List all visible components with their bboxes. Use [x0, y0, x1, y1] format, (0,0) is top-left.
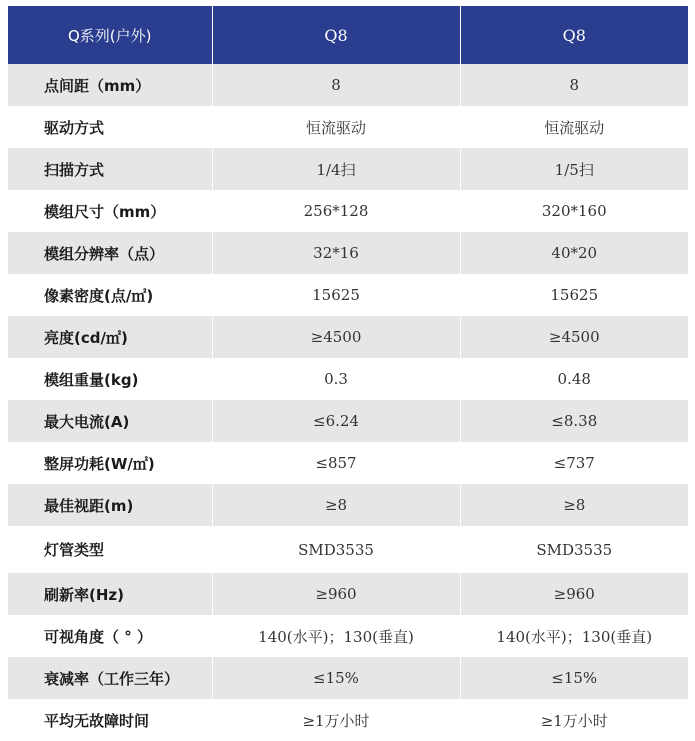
table-row: [8, 64, 688, 106]
table-row: [8, 699, 688, 741]
row-value-1: ≤15%: [212, 657, 460, 699]
row-label: 最大电流(A): [8, 400, 212, 442]
row-value-2: ≤737: [460, 442, 688, 484]
table-row: [8, 358, 688, 400]
row-value-2: 8: [460, 64, 688, 106]
row-label: 扫描方式: [8, 148, 212, 190]
row-label: 亮度(cd/㎡): [8, 316, 212, 358]
row-value-1: 0.3: [212, 358, 460, 400]
table-row: [8, 657, 688, 699]
row-label: 驱动方式: [8, 106, 212, 148]
table-row: [8, 190, 688, 232]
table-row: [8, 106, 688, 148]
row-value-1: 32*16: [212, 232, 460, 274]
row-value-2: ≤8.38: [460, 400, 688, 442]
row-value-1: SMD3535: [212, 526, 460, 573]
header-model-2: Q8: [460, 6, 688, 64]
row-value-1: ≥960: [212, 573, 460, 615]
row-label: 刷新率(Hz): [8, 573, 212, 615]
row-value-1: ≥8: [212, 484, 460, 526]
row-value-2: 140(水平)；130(垂直): [460, 615, 688, 657]
table-row: [8, 232, 688, 274]
header-row: [8, 6, 688, 64]
row-value-1: ≥1万小时: [212, 699, 460, 741]
row-value-2: ≤15%: [460, 657, 688, 699]
row-value-2: 40*20: [460, 232, 688, 274]
header-series: Q系列(户外): [8, 6, 212, 64]
row-label: 模组尺寸（mm）: [8, 190, 212, 232]
row-value-2: 15625: [460, 274, 688, 316]
row-label: 模组分辨率（点）: [8, 232, 212, 274]
row-value-1: 15625: [212, 274, 460, 316]
row-value-1: ≤857: [212, 442, 460, 484]
table-row: [8, 484, 688, 526]
row-label: 模组重量(kg): [8, 358, 212, 400]
row-label: 灯管类型: [8, 526, 212, 573]
row-label: 整屏功耗(W/㎡): [8, 442, 212, 484]
row-value-1: ≥4500: [212, 316, 460, 358]
row-value-2: ≥960: [460, 573, 688, 615]
row-value-1: 256*128: [212, 190, 460, 232]
row-value-2: 恒流驱动: [460, 106, 688, 148]
row-value-2: ≥1万小时: [460, 699, 688, 741]
row-value-1: ≤6.24: [212, 400, 460, 442]
spec-table: [8, 6, 688, 741]
row-label: 最佳视距(m): [8, 484, 212, 526]
row-value-2: 320*160: [460, 190, 688, 232]
table-row: [8, 573, 688, 615]
table-row: [8, 442, 688, 484]
row-label: 可视角度（ ° ）: [8, 615, 212, 657]
row-value-2: 1/5扫: [460, 148, 688, 190]
table-row: [8, 148, 688, 190]
header-model-1: Q8: [212, 6, 460, 64]
row-label: 平均无故障时间: [8, 699, 212, 741]
row-value-1: 140(水平)；130(垂直): [212, 615, 460, 657]
row-value-2: ≥4500: [460, 316, 688, 358]
row-value-1: 1/4扫: [212, 148, 460, 190]
row-label: 点间距（mm）: [8, 64, 212, 106]
row-label: 像素密度(点/㎡): [8, 274, 212, 316]
row-value-1: 8: [212, 64, 460, 106]
table-row: [8, 316, 688, 358]
table-row: [8, 526, 688, 573]
row-label: 衰减率（工作三年）: [8, 657, 212, 699]
row-value-2: ≥8: [460, 484, 688, 526]
table-row: [8, 400, 688, 442]
row-value-2: 0.48: [460, 358, 688, 400]
table-row: [8, 615, 688, 657]
row-value-2: SMD3535: [460, 526, 688, 573]
row-value-1: 恒流驱动: [212, 106, 460, 148]
table-row: [8, 274, 688, 316]
